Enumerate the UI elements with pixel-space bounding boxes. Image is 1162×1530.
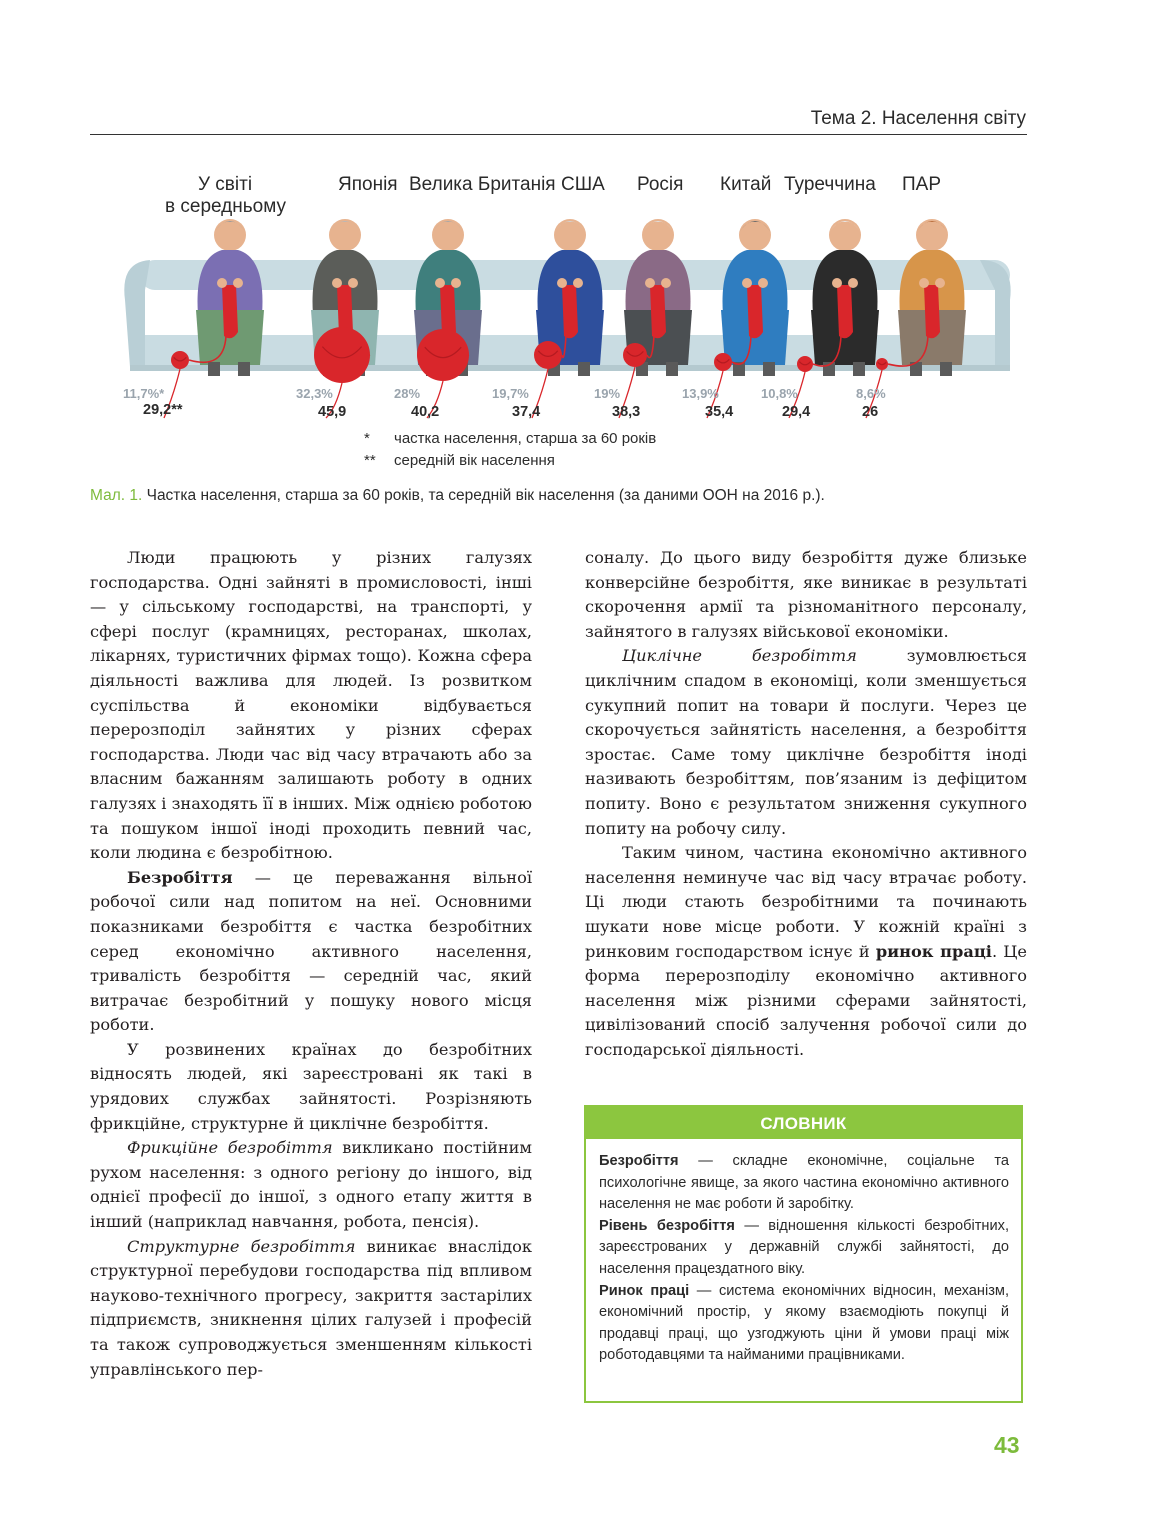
- share-usa: 19,7%: [492, 386, 529, 401]
- country-label-world-line1: У світі: [197, 174, 253, 195]
- paragraph: [585, 841, 1027, 1062]
- term-italic: Фрикційне безробіття: [127, 1138, 333, 1158]
- paragraph-text: — це переважання вільної робочої сили над попитом на неї. Основними показниками безробіття є частка безробітних серед економічно активного населення, тривалість безробіття — середній час, який витрачає безробітний у пошуку нового місця роботи.: [90, 867, 532, 1035]
- paragraph-text: викликано постійним рухом населення: з одного регіону до іншого, від однієї професії до іншої, з одного етапу життя в інший (наприклад навчання, робота, пенсія).: [90, 1138, 532, 1232]
- glossary-definition: — система економічних відносин, механізм, економічний простір, у якому взаємодіють покупці й продавці праці, що узгоджують ціни й умови праці між роботодавцями та найманими працівниками.: [599, 1282, 1009, 1364]
- paragraph: У розвинених країнах до безробітних відносять людей, які зареєстровані як такі в урядових службах зайнятості. Розрізняють фрикційне, структурне й циклічне безробіття.: [90, 1039, 532, 1133]
- age-russia: 38,3: [612, 404, 641, 420]
- glossary-entry: [599, 1151, 1009, 1216]
- paragraph: [90, 1235, 532, 1383]
- yarn-ball: [714, 353, 732, 371]
- share-china: 13,9%: [682, 386, 719, 401]
- paragraph: [585, 644, 1027, 841]
- legend-share-text: частка населення, старша за 60 років: [394, 430, 657, 447]
- term-bold: Безробіття: [127, 867, 233, 887]
- share-uk: 28%: [394, 386, 421, 401]
- yarn-ball: [314, 327, 370, 383]
- share-turkey: 10,8%: [761, 386, 798, 401]
- legend-share-mark: *: [364, 430, 370, 447]
- glossary-definition: — відношення кількості безробітних, зареєстрованих у державній службі зайнятості, до населення працездатного віку.: [599, 1217, 1009, 1277]
- legend-age-mark: **: [364, 452, 376, 469]
- share-russia: 19%: [594, 386, 621, 401]
- age-turkey: 29,4: [782, 404, 811, 420]
- paragraph: соналу. До цього виду безробіття дуже близьке конверсійне безробіття, яке виникає в результаті скорочення армії та різноманітного персоналу, зайнятого в галузях військової економіки.: [585, 548, 1027, 641]
- caption-number: Мал. 1.: [90, 487, 143, 504]
- legend-age-text: середній вік населення: [394, 452, 555, 469]
- country-label-uk: Велика Британія: [409, 174, 556, 195]
- caption-text: Частка населення, старша за 60 років, та середній вік населення (за даними ООН на 2016 р.).: [146, 487, 825, 504]
- glossary-term: Безробіття: [599, 1153, 679, 1169]
- age-china: 35,4: [705, 404, 734, 420]
- yarn-ball: [417, 329, 469, 381]
- paragraph: Люди працюють у різних галузях господарства. Одні зайняті в промисловості, інші — у сільському господарстві, на транспорті, у сфері послуг (крамницях, ресторанах, школах, лікарнях, туристичних фірмах тощо). Кожна сфера діяльності важлива для людей. Із розвитком суспільства й економіки відбувається перерозподіл зайнятих у різних сферах господарства. Люди час від часу втрачають або за власним бажанням залишають роботу в одних галузях і знаходять її в інших. Між однією роботою та пошуком іншої іноді проходить певний час, коли людина є безробітною.: [90, 548, 532, 863]
- yarn-ball: [534, 341, 562, 369]
- glossary-body: [586, 1139, 1021, 1367]
- term-bold: ринок праці: [875, 941, 992, 961]
- paragraph-text: виникає внаслідок структурної перебудови господарства під впливом науково-технічного прогресу, закриття застарілих підприємств, зникнення цілих галузей і професій та також супроводжується зменшенням кількості управлінського пер-: [90, 1236, 533, 1379]
- glossary-term: Ринок праці: [599, 1282, 690, 1299]
- age-world: 29,2**: [143, 402, 183, 418]
- text-column-left: [90, 546, 532, 1382]
- glossary-box: [584, 1105, 1023, 1403]
- paragraph: [90, 1136, 532, 1234]
- age-japan: 45,9: [318, 404, 347, 420]
- term-italic: Структурне безробіття: [127, 1236, 356, 1256]
- grandma-world: [164, 219, 264, 418]
- legend-share: [364, 430, 656, 447]
- age-uk: 40,2: [411, 404, 440, 420]
- glossary-term: Рівень безробіття: [599, 1217, 735, 1234]
- age-usa: 37,4: [512, 404, 541, 420]
- paragraph-text: зумовлюється циклічним спадом в економіці, коли зменшується сукупний попит на товари й послуги. Через це скорочується зайнятість населення, а безробіття зростає. Саме тому циклічне безробіття іноді називають безробіттям, пов’язаним із дефіцитом попиту. Воно є результатом зниження сукупного попиту на робочу силу.: [585, 646, 1027, 838]
- figure-caption: [90, 487, 1030, 505]
- paragraph: [90, 866, 532, 1038]
- share-world: 11,7%*: [123, 386, 165, 401]
- paragraph-text: Таким чином, частина економічно активного населення неминуче час від часу втрачає роботу. Ці люди стають безробітними та починають шукати нове місце роботи. У кожній країні з ринковим господарством існує й: [585, 843, 1027, 961]
- country-label-russia: Росія: [637, 174, 684, 195]
- yarn-ball: [623, 343, 647, 367]
- share-japan: 32,3%: [296, 386, 333, 401]
- glossary-entry: [599, 1281, 1009, 1367]
- glossary-title: СЛОВНИК: [586, 1107, 1021, 1139]
- yarn-ball: [171, 351, 189, 369]
- country-label-sar: ПАР: [902, 174, 942, 195]
- term-italic: Циклічне безробіття: [622, 646, 857, 666]
- age-sar: 26: [862, 404, 879, 420]
- paragraph-text: . Це форма перерозподілу економічно активного населення між різними сферами зайнятості, цивілізований спосіб залучення робочої сили до господарської діяльності.: [585, 941, 1027, 1059]
- country-label-china: Китай: [720, 174, 772, 195]
- country-label-turkey: Туреччина: [784, 174, 876, 195]
- country-label-usa: США: [561, 174, 605, 195]
- glossary-entry: [599, 1216, 1009, 1281]
- country-label-japan: Японія: [338, 174, 398, 195]
- text-column-right: [585, 546, 1027, 1062]
- glossary-definition: — складне економічне, соціальне та психологічне явище, за якого частина економічно активного населення не має роботи й заробітку.: [599, 1153, 1009, 1213]
- running-header: Тема 2. Населення світу: [810, 108, 1026, 129]
- country-label-world: [165, 174, 285, 218]
- country-label-world-line2: в середньому: [165, 196, 286, 217]
- header-rule: [90, 134, 1027, 135]
- page-number: 43: [994, 1432, 1020, 1458]
- yarn-ball: [797, 356, 813, 372]
- figure-grandmothers: [110, 150, 1020, 480]
- legend-age: [364, 452, 555, 469]
- share-sar: 8,6%: [856, 386, 886, 401]
- grandma-uk: [414, 219, 482, 418]
